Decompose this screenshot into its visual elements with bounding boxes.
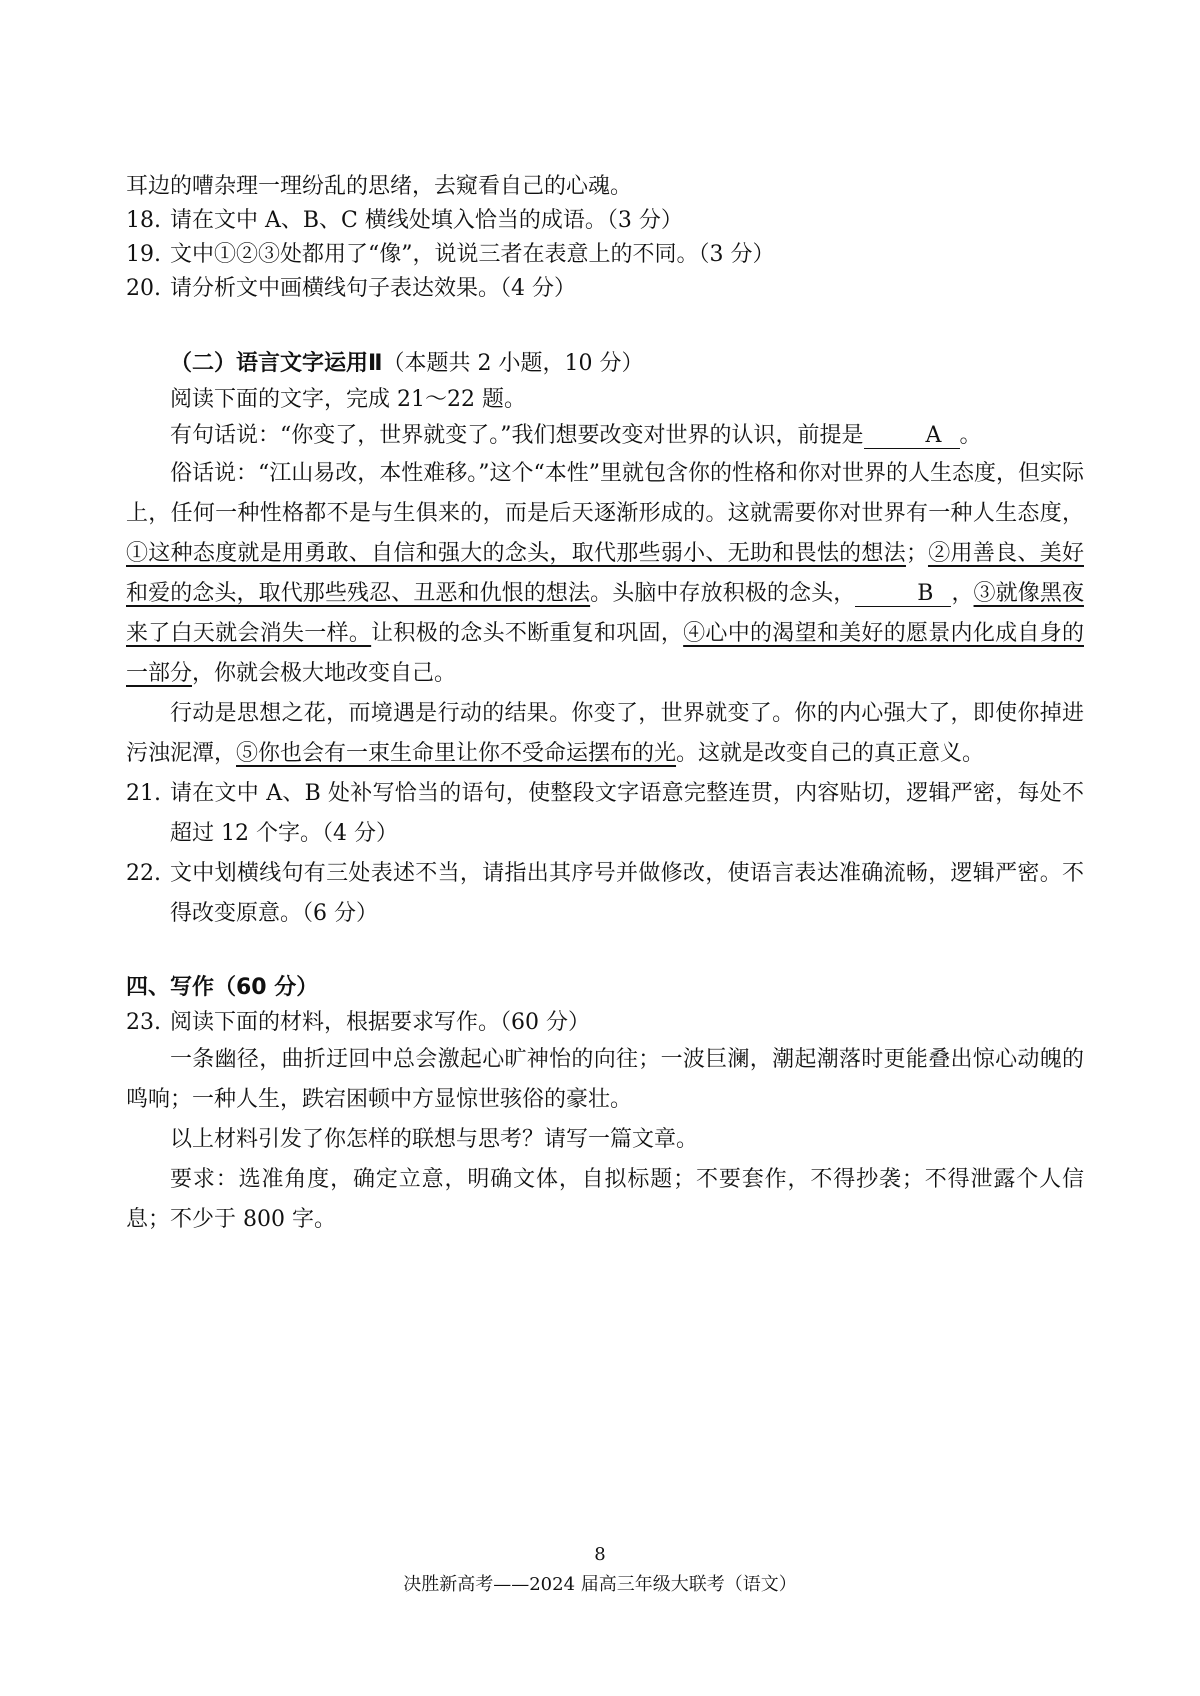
blank-a: A: [864, 424, 960, 449]
question-22: [126, 854, 1084, 934]
passage-paragraph-1: [126, 418, 1084, 454]
p2-text-b: ；: [905, 541, 928, 566]
section-2-instruction: 阅读下面的文字，完成 21～22 题。: [170, 387, 526, 412]
question-text: 请分析文中画横线句子表达效果。（4 分）: [170, 276, 576, 301]
p3-text-a: 行动是思想之花，而境遇是行动的结果。你变了，世界就变了。你的内心强大了，即使你掉进污浊泥潭，: [126, 701, 1084, 766]
question-number: 19.: [126, 242, 161, 267]
section-2-title-bold: （二）语言文字运用Ⅱ: [170, 351, 383, 376]
question-number: 18.: [126, 208, 161, 233]
question-21: [126, 774, 1084, 854]
question-number: 23.: [126, 1010, 161, 1035]
p2-text-e: 让积极的念头不断重复和巩固，: [371, 621, 684, 646]
writing-material: 一条幽径，曲折迂回中总会激起心旷神怡的向往；一波巨澜，潮起潮落时更能叠出惊心动魄的鸣响；一种人生，跌宕困顿中方显惊世骇俗的豪壮。: [126, 1047, 1084, 1112]
question-23: [126, 1006, 1084, 1040]
underlined-sentence-1: ①这种态度就是用勇敢、自信和强大的念头，取代那些弱小、无助和畏怯的想法: [126, 541, 906, 566]
passage-paragraph-2: [126, 454, 1084, 694]
p2-text-c: 。头脑中存放积极的念头，: [590, 581, 856, 606]
p1-text: 有句话说：“你变了，世界就变了。”我们想要改变对世界的认识，前提是: [170, 423, 864, 448]
top-line: 耳边的嘈杂理一理纷乱的思绪，去窥看自己的心魂。: [126, 174, 633, 199]
writing-prompt: 以上材料引发了你怎样的联想与思考？请写一篇文章。: [170, 1127, 699, 1152]
footer-title: 决胜新高考——2024 届高三年级大联考（语文）: [403, 1574, 797, 1595]
underlined-sentence-5: ⑤你也会有一束生命里让你不受命运摆布的光: [236, 741, 677, 766]
section-2-title: [126, 346, 1084, 382]
question-18: [126, 204, 1084, 238]
p2-text-a: 俗话说：“江山易改，本性难移。”这个“本性”里就包含你的性格和你对世界的人生态度，但实际上，任何一种性格都不是与生俱来的，而是后天逐渐形成的。这就需要你对世界有一种人生态度，: [126, 461, 1084, 526]
p2-text-d: ，: [951, 581, 974, 606]
section-2-title-rest: （本题共 2 小题，10 分）: [382, 351, 644, 376]
writing-requirements: 要求：选准角度，确定立意，明确文体，自拟标题；不要套作，不得抄袭；不得泄露个人信息；不少于 800 字。: [126, 1167, 1084, 1232]
underlined-sentence-2: ②用善良、美好和爱的念头，取代那些残忍、丑恶和仇恨的想法: [126, 541, 1084, 606]
question-number: 22.: [126, 861, 161, 886]
question-text: 文中划横线句有三处表述不当，请指出其序号并做修改，使语言表达准确流畅，逻辑严密。不得改变原意。（6 分）: [170, 861, 1084, 926]
question-text: 文中①②③处都用了“像”，说说三者在表意上的不同。（3 分）: [170, 242, 775, 267]
blank-b: B: [855, 582, 951, 607]
p2-text-f: ，你就会极大地改变自己。: [192, 661, 457, 686]
question-number: 21.: [126, 781, 161, 806]
question-text: 请在文中 A、B、C 横线处填入恰当的成语。（3 分）: [170, 208, 683, 233]
question-20: [126, 272, 1084, 306]
page-number: 8: [594, 1544, 606, 1565]
section-4-title: 四、写作（60 分）: [126, 975, 319, 1000]
underlined-sentence-4: ④心中的渴望和美好的愿景内化成自身的一部分: [126, 621, 1084, 686]
passage-paragraph-3: [126, 694, 1084, 774]
p1-end: 。: [959, 423, 982, 448]
question-number: 20.: [126, 276, 161, 301]
question-text: 请在文中 A、B 处补写恰当的语句，使整段文字语意完整连贯，内容贴切，逻辑严密，每处不超过 12 个字。（4 分）: [170, 781, 1084, 846]
question-19: [126, 238, 1084, 272]
p3-text-b: 。这就是改变自己的真正意义。: [676, 741, 985, 766]
page-content: [126, 170, 1084, 1240]
underlined-sentence-3: ③就像黑夜来了白天就会消失一样。: [126, 581, 1084, 646]
question-text: 阅读下面的材料，根据要求写作。（60 分）: [170, 1010, 590, 1035]
